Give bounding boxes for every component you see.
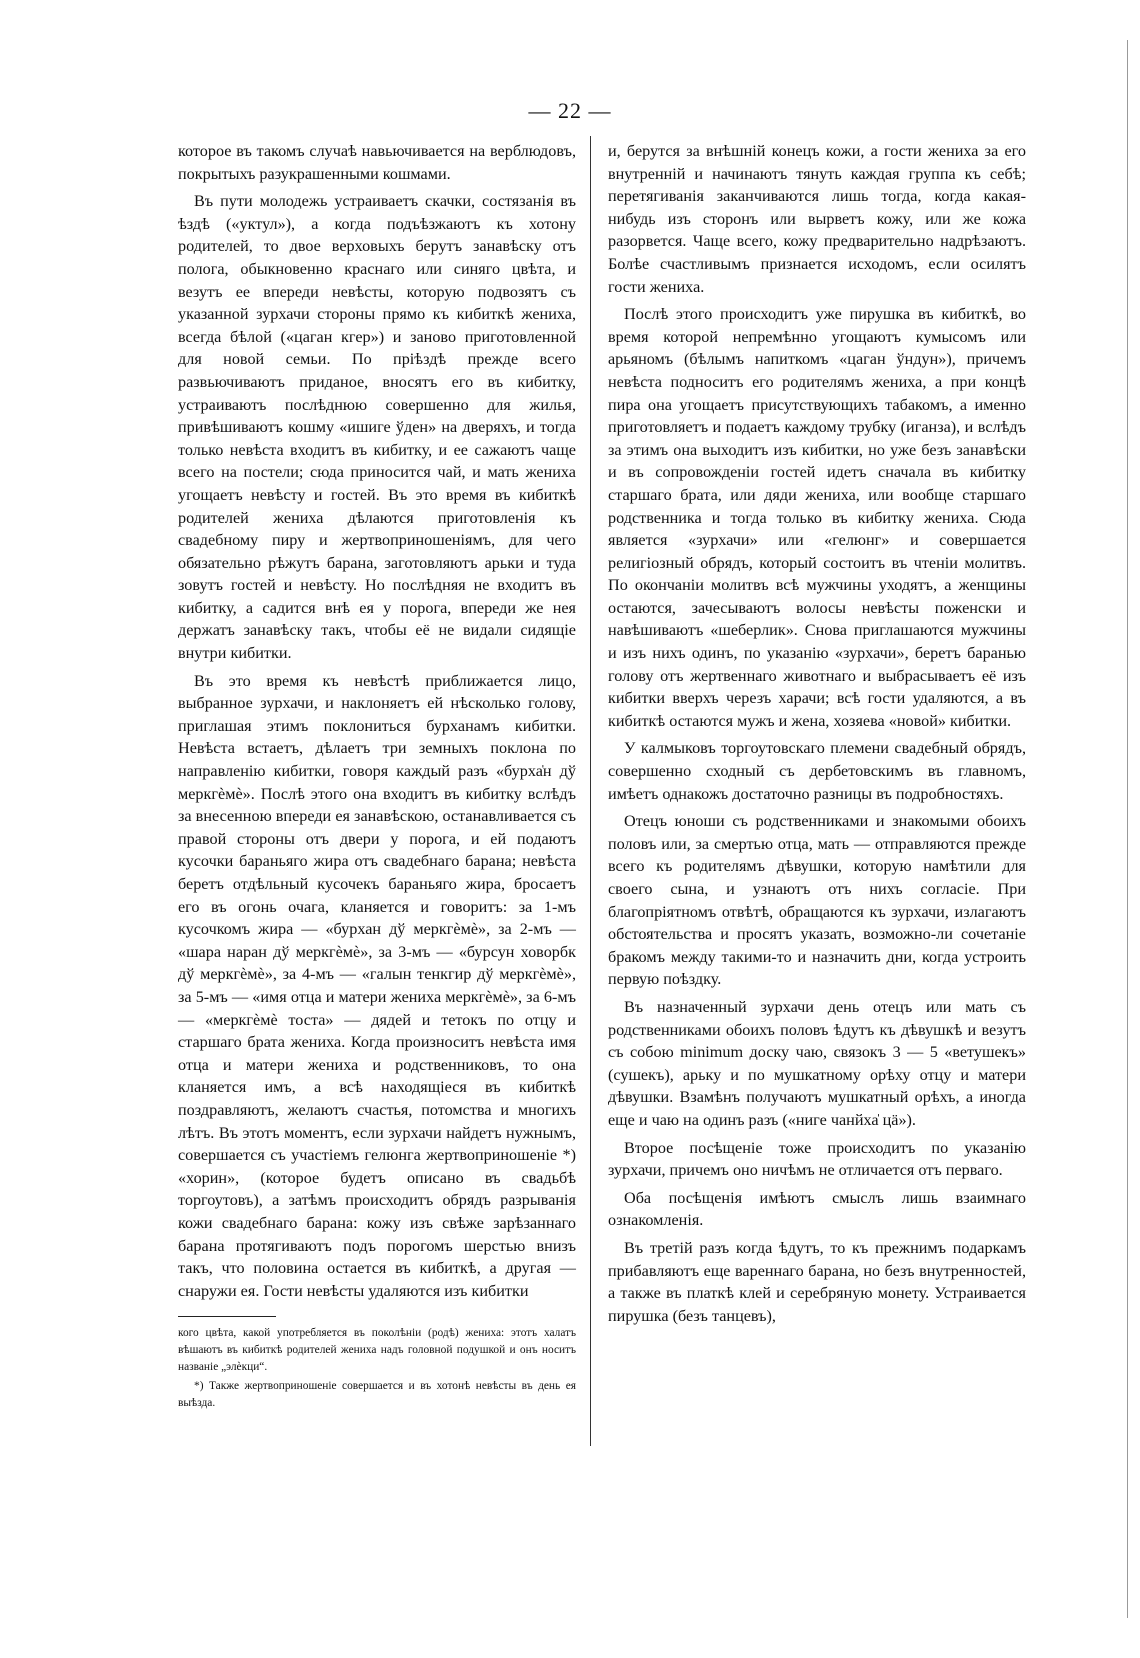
left-column xyxy=(178,140,576,1414)
right-paragraph-8: Въ третій разъ когда ѣдутъ, то къ прежнимъ подаркамъ прибавляютъ еще вареннаго барана, но безъ внутренностей, а также въ платкѣ клей и серебряную монету. Устраивается пирушка (безъ танцевъ), xyxy=(608,1238,1026,1325)
footnote-asterisk: *) Также жертвоприношеніе совершается и въ хотонѣ невѣсты въ день ея выѣзда. xyxy=(178,1380,576,1410)
page-edge-line xyxy=(1127,40,1128,1618)
footnote-continuation: кого цвѣта, какой употребляется въ поколѣніи (родѣ) жениха: этотъ халатъ вѣшаютъ въ кибиткѣ родителей жениха надъ головной подушкой и онъ носитъ названіе „элѐкци“. xyxy=(178,1327,576,1374)
right-column xyxy=(608,140,1026,1332)
right-paragraph-2: Послѣ этого происходитъ уже пирушка въ кибиткѣ, во время которой непремѣнно угощаютъ кумысомъ или арьяномъ (бѣлымъ напиткомъ «цаган ўндун»), причемъ невѣста подноситъ его родителямъ жениха, а при концѣ пира она угощаетъ присутствующихъ табакомъ, а именно приготовляетъ и подаетъ каждому трубку (иганза), и вслѣдъ за этимъ она выходитъ изъ кибитки, но уже безъ занавѣски и въ сопровожденіи гостей идетъ сначала въ кибитку старшаго брата, или дяди жениха, или вообще старшаго родственника и тогда только въ кибитку жениха. Сюда является «зурхачи» или «гелюнг» и совершается религіозный обрядъ, который состоитъ въ чтеніи молитвъ. По окончаніи молитвъ всѣ мужчины уходятъ, а женщины остаются, зачесываютъ волосы невѣсты поженски и навѣшиваютъ «шеберлик». Снова приглашаются мужчины и изъ нихъ одинъ, по указанію «зурхачи», беретъ баранью голову отъ жертвеннаго животнаго и выбрасываетъ её изъ кибитки вверхъ черезъ харачи; всѣ гости удаляются, а въ кибиткѣ остаются мужъ и жена, хозяева «новой» кибитки. xyxy=(608,305,1026,730)
right-paragraph-5: Въ назначенный зурхачи день отецъ или мать съ родственниками обоихъ половъ ѣдутъ къ дѣвушкѣ и везутъ съ собою minimum доску чаю, связокъ 3 — 5 «ветушекъ» (сушекъ), арьку и по мушкатному орѣху отцу и матери дѣвушки. Взамѣнъ получаютъ мушкатный орѣхъ, а иногда еще и чаю на одинъ разъ («ниге чанйха̍ цӓ»). xyxy=(608,997,1026,1129)
right-paragraph-3: У калмыковъ торгоутовскаго племени свадебный обрядъ, совершенно сходный съ дербетовскимъ въ главномъ, имѣетъ однакожъ достаточно разницы въ подробностяхъ. xyxy=(608,739,1026,803)
footnotes xyxy=(178,1325,576,1412)
right-paragraph-7: Оба посѣщенія имѣютъ смыслъ лишь взаимнаго ознакомленія. xyxy=(608,1188,1026,1230)
page-number: — 22 — xyxy=(528,98,612,123)
left-paragraph-2: Въ пути молодежь устраиваетъ скачки, состязанія въ ѣздѣ («уктул»), а когда подъѣзжаютъ къ хотону родителей, то двое верховыхъ берутъ занавѣску отъ полога, обыкновенно краснаго или синяго цвѣта, и везутъ ее впереди невѣсты, которую подвозятъ съ указанной зурхачи стороны прямо къ кибиткѣ жениха, всегда бѣлой («цаган кгер») и заново приготовленной для новой семьи. По пріѣздѣ прежде всего развьючиваютъ приданое, вносятъ его въ кибитку, устраиваютъ послѣднюю совершенно для жилья, привѣшиваютъ кошму «ишиге ўден» на дверяхъ, и тогда только невѣста входитъ въ кибитку, и ее сажаютъ чаще всего на постели; сюда приносится чай, и мать жениха угощаетъ невѣсту и гостей. Въ это время въ кибиткѣ родителей жениха дѣлаются приготовленія къ свадебному пиру и жертвоприношеніямъ, для чего обязательно рѣжутъ барана, заготовляютъ арьки и туда зовутъ гостей и невѣсту. Но послѣдняя не входитъ въ кибитку, а садится внѣ ея у порога, впереди же нея держатъ занавѣску такъ, чтобы её не видали сидящіе внутри кибитки. xyxy=(178,192,576,663)
footnote-rule xyxy=(178,1316,276,1317)
column-divider xyxy=(590,136,591,1446)
left-paragraph-1: которое въ такомъ случаѣ навьючивается на верблюдовъ, покрытыхъ разукрашенными кошмами. xyxy=(178,142,576,183)
right-paragraph-1: и, берутся за внѣшній конецъ кожи, а гости жениха за его внутренній и начинаютъ тянуть каждая группа къ себѣ; перетягиванія заканчиваются лишь тогда, когда какая-нибудь изъ сторонъ или вырветъ кожу, или же кожа разорвется. Чаще всего, кожу предварительно надрѣзаютъ. Болѣе счастливымъ признается исходомъ, если осилятъ гости жениха. xyxy=(608,142,1026,296)
left-paragraph-3: Въ это время къ невѣстѣ приближается лицо, выбранное зурхачи, и наклоняетъ ей нѣсколько голову, приглашая этимъ поклониться бурханамъ кибитки. Невѣста встаетъ, дѣлаетъ три земныхъ поклона по направленію кибитки, говоря каждый разъ «бурха̍н дў меркгѐмѐ». Послѣ этого она входитъ въ кибитку вслѣдъ за внесенною впереди ея занавѣскою, останавливается съ правой стороны отъ двери у порога, и ей подаютъ кусочки бараньяго жира отъ свадебнаго барана; невѣста беретъ отдѣльный кусочекъ бараньяго жира, бросаетъ его въ огонь очага, кланяется и говоритъ: за 1-мъ кусочкомъ жира — «бурхан дў меркгѐмѐ», за 2-мъ — «шара наран дў меркгѐмѐ», за 3-мъ — «бурсун ховорбк дў меркгѐмѐ», за 4-мъ — «галын тенкгир дў меркгѐмѐ», за 5-мъ — «имя отца и матери жениха меркгѐмѐ», за 6-мъ — «меркгѐмѐ тоста» — дядей и тетокъ по отцу и старшаго брата жениха. Когда произноситъ невѣста имя отца и матери жениха и родственниковъ, то она кланяется имъ, а всѣ находящіеся въ кибиткѣ поздравляютъ, желаютъ счастья, потомства и многихъ лѣтъ. Въ этотъ моментъ, если зурхачи найдетъ нужнымъ, совершается съ участіемъ гелюнга жертвоприношеніе *) «хорин», (которое будетъ описано въ свадьбѣ торгоутовъ), а затѣмъ происходитъ обрядъ разрыванія кожи свадебнаго барана: кожу изъ свѣже зарѣзаннаго барана протягиваютъ подъ порогомъ шерстью внизъ такъ, что половина остается въ кибиткѣ, а другая — снаружи ея. Гости невѣсты удаляются изъ кибитки xyxy=(178,671,576,1300)
right-paragraph-4: Отецъ юноши съ родственниками и знакомыми обоихъ половъ или, за смертью отца, мать — отправляются прежде всего къ родителямъ дѣвушки, которую намѣтили для своего сына, и узнаютъ отъ нихъ согласіе. При благопріятномъ отвѣтѣ, обращаются къ зурхачи, излагаютъ обстоятельства и просятъ указать, возможно-ли сочетаніе бракомъ между такими-то и назначить дни, когда устроить первую поѣздку. xyxy=(608,812,1026,989)
right-paragraph-6: Второе посѣщеніе тоже происходитъ по указанію зурхачи, причемъ оно ничѣмъ не отличается отъ перваго. xyxy=(608,1138,1026,1180)
